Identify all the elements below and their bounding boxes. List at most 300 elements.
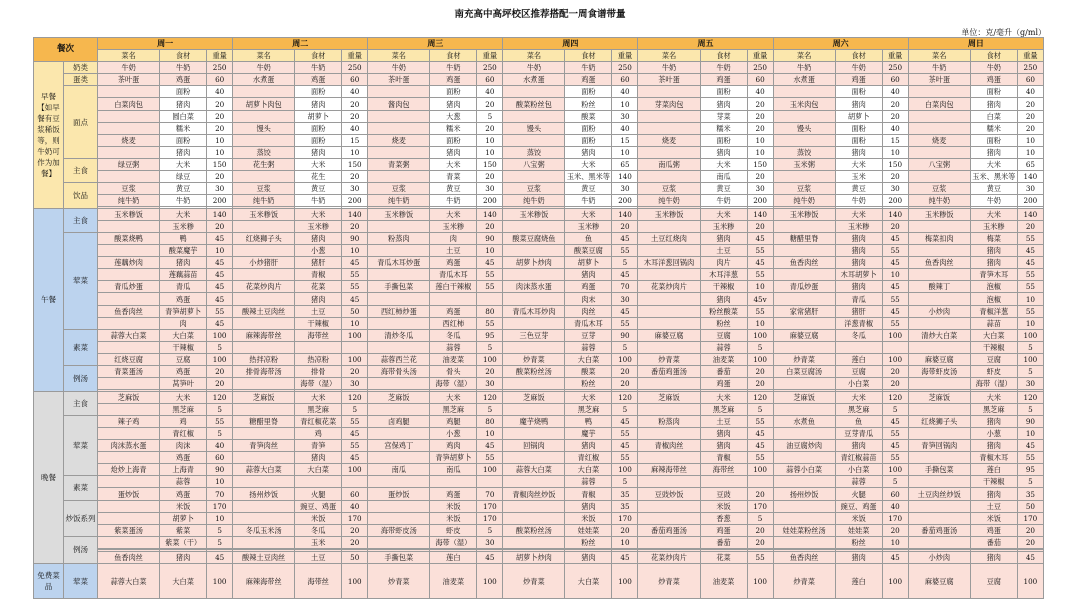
dish-name	[233, 110, 295, 122]
dish-name	[233, 378, 295, 390]
menu-row	[34, 208, 1044, 220]
dish-name	[98, 378, 160, 390]
dish-name: 炒青菜	[503, 353, 565, 365]
dish-name: 青笋回锅肉	[908, 440, 970, 452]
section-label: 素菜	[64, 476, 98, 500]
ingredient: 热凉粉	[295, 353, 342, 365]
weight: 20	[1017, 122, 1043, 134]
dish-name	[638, 245, 700, 257]
dish-name	[908, 476, 970, 488]
ingredient: 鸭	[565, 415, 612, 427]
dish-name	[233, 317, 295, 329]
ingredient: 面粉	[160, 134, 207, 146]
ingredient: 猪肉	[970, 98, 1017, 110]
ingredient: 猪肉	[835, 281, 882, 293]
weight: 10	[747, 281, 773, 293]
menu-row	[34, 428, 1044, 440]
dish-name: 回锅肉	[503, 440, 565, 452]
weight: 5	[1017, 341, 1043, 353]
ingredient: 猪肉	[295, 233, 342, 245]
dish-name: 烧麦	[368, 134, 430, 146]
ingredient: 鸡蛋	[565, 74, 612, 86]
ingredient: 大米	[835, 391, 882, 403]
weight: 55	[342, 440, 368, 452]
weight: 20	[477, 171, 503, 183]
ingredient: 绿豆	[160, 171, 207, 183]
weight: 60	[747, 74, 773, 86]
menu-row	[34, 134, 1044, 146]
ingredient: 紫菜	[160, 524, 207, 536]
sub-header-row	[34, 50, 1044, 62]
weight: 200	[477, 195, 503, 207]
ingredient: 青瓜木耳	[430, 269, 477, 281]
dish-name: 鱼香肉丝	[773, 257, 835, 269]
ingredient: 魔芋	[565, 428, 612, 440]
dish-name: 豆浆	[638, 183, 700, 195]
weight: 45	[882, 281, 908, 293]
weight: 120	[612, 391, 638, 403]
weight: 65	[1017, 158, 1043, 170]
weight: 5	[1017, 366, 1043, 378]
ingredient: 玉米糁	[430, 220, 477, 232]
weight: 100	[342, 353, 368, 365]
dish-name: 玉米糁饭	[773, 208, 835, 220]
ingredient: 青笋木耳	[970, 269, 1017, 281]
dish-name	[233, 428, 295, 440]
weight: 20	[882, 524, 908, 536]
weight: 150	[477, 158, 503, 170]
dish-name: 茶叶蛋	[368, 74, 430, 86]
weight: 140	[1017, 171, 1043, 183]
weight: 55	[747, 245, 773, 257]
ingredient: 猪肉	[565, 551, 612, 563]
ingredient: 胡萝卜	[295, 110, 342, 122]
ingredient: 黄豆	[835, 183, 882, 195]
ingredient: 玉米	[295, 536, 342, 548]
ingredient: 番茄	[700, 366, 747, 378]
ingredient: 土豆	[295, 551, 342, 563]
ingredient: 花菜	[700, 551, 747, 563]
dish-name	[773, 341, 835, 353]
ingredient: 蒜蓉	[160, 476, 207, 488]
ingredient: 猪肉	[970, 440, 1017, 452]
weight: 40	[612, 86, 638, 98]
section-label: 面点	[64, 86, 98, 159]
weight: 60	[207, 452, 233, 464]
ingredient: 青椒木耳	[970, 452, 1017, 464]
weight: 95	[477, 329, 503, 341]
dish-name: 纯牛奶	[908, 195, 970, 207]
ingredient: 黑芝麻	[970, 403, 1017, 415]
ingredient: 干辣椒	[295, 317, 342, 329]
weight: 100	[342, 464, 368, 476]
ingredient: 面粉	[835, 122, 882, 134]
dish-name	[503, 428, 565, 440]
weight: 10	[477, 428, 503, 440]
dish-name	[233, 86, 295, 98]
ingredient: 黄豆	[295, 183, 342, 195]
weight: 45	[207, 233, 233, 245]
dish-name	[773, 403, 835, 415]
dish-name	[368, 378, 430, 390]
ingredient: 猪肉	[835, 551, 882, 563]
ingredient: 大米	[430, 391, 477, 403]
weight: 20	[342, 366, 368, 378]
weight: 40	[1017, 86, 1043, 98]
weight: 15	[612, 134, 638, 146]
ingredient: 牛奶	[970, 62, 1017, 74]
weight: 55	[882, 428, 908, 440]
dish-name: 水煮蛋	[773, 74, 835, 86]
ingredient: 肉沫	[160, 440, 207, 452]
ingredient: 芽菜	[700, 110, 747, 122]
weight: 5	[882, 476, 908, 488]
dish-name	[908, 245, 970, 257]
dish-name	[503, 171, 565, 183]
ingredient: 鸡蛋	[160, 293, 207, 305]
weight: 55	[882, 452, 908, 464]
dish-name	[638, 428, 700, 440]
weight: 170	[612, 512, 638, 524]
dish-name: 胡萝卜肉包	[233, 98, 295, 110]
weight: 90	[477, 233, 503, 245]
dish-name: 烧麦	[908, 134, 970, 146]
dish-name: 玉米糁饭	[908, 208, 970, 220]
dish-name-header: 菜名	[773, 50, 835, 62]
weight: 10	[612, 146, 638, 158]
ingredient	[835, 341, 882, 353]
ingredient: 大米	[700, 208, 747, 220]
ingredient: 玉米	[835, 171, 882, 183]
ingredient: 莲白	[835, 353, 882, 365]
ingredient-header: 食材	[970, 50, 1017, 62]
day-header: 周六	[773, 38, 908, 50]
menu-row	[34, 62, 1044, 74]
weight: 30	[1017, 183, 1043, 195]
dish-name: 胡萝卜炒肉	[503, 551, 565, 563]
weight: 10	[477, 245, 503, 257]
ingredient: 大白菜	[565, 564, 612, 599]
weight: 20	[342, 98, 368, 110]
weight: 250	[207, 62, 233, 74]
dish-name: 青笋肉丝	[233, 440, 295, 452]
weight	[342, 341, 368, 353]
dish-name	[773, 317, 835, 329]
dish-name	[908, 403, 970, 415]
dish-name	[503, 536, 565, 548]
ingredient: 面粉	[700, 86, 747, 98]
menu-row	[34, 269, 1044, 281]
ingredient: 豆芽青瓜	[835, 428, 882, 440]
dish-name: 花菜炒肉片	[638, 551, 700, 563]
menu-row	[34, 122, 1044, 134]
weight: 250	[882, 62, 908, 74]
ingredient: 青红椒蒜苗	[835, 452, 882, 464]
ingredient: 玉米糁	[160, 220, 207, 232]
dish-name: 蒜蓉大白菜	[98, 564, 160, 599]
weight: 120	[1017, 391, 1043, 403]
day-header: 周五	[638, 38, 773, 50]
weight: 10	[207, 476, 233, 488]
weight: 40	[882, 122, 908, 134]
weight: 20	[207, 366, 233, 378]
weight: 30	[612, 110, 638, 122]
menu-row	[34, 524, 1044, 536]
dish-name: 蒜蓉小白菜	[773, 464, 835, 476]
weight: 55	[612, 452, 638, 464]
dish-name	[233, 500, 295, 512]
dish-name	[233, 245, 295, 257]
ingredient: 面粉	[160, 86, 207, 98]
dish-name	[908, 110, 970, 122]
weight: 170	[342, 512, 368, 524]
dish-name: 辣子鸡	[98, 415, 160, 427]
menu-row	[34, 86, 1044, 98]
dish-name	[908, 220, 970, 232]
dish-name	[908, 428, 970, 440]
menu-row	[34, 391, 1044, 403]
ingredient: 牛奶	[295, 195, 342, 207]
weight: 100	[207, 564, 233, 599]
ingredient: 猪肉	[835, 440, 882, 452]
ingredient: 肉	[430, 233, 477, 245]
ingredient: 香葱	[700, 512, 747, 524]
dish-name: 茶叶蛋	[638, 74, 700, 86]
dish-name: 炒青菜	[773, 353, 835, 365]
ingredient: 豆腐	[970, 353, 1017, 365]
ingredient: 猪肉	[835, 245, 882, 257]
ingredient: 大米	[430, 158, 477, 170]
ingredient: 米饭	[160, 500, 207, 512]
ingredient: 梅菜	[970, 233, 1017, 245]
weight: 20	[207, 122, 233, 134]
dish-name	[503, 86, 565, 98]
weight: 120	[342, 391, 368, 403]
weight: 200	[1017, 195, 1043, 207]
ingredient: 鸡蛋	[430, 257, 477, 269]
ingredient: 猪肉	[835, 233, 882, 245]
weight: 60	[207, 74, 233, 86]
menu-table-body	[34, 38, 1044, 599]
weight: 5	[747, 512, 773, 524]
dish-name	[98, 86, 160, 98]
weight: 10	[207, 146, 233, 158]
weight: 10	[342, 317, 368, 329]
ingredient: 糯米	[700, 122, 747, 134]
dish-name	[638, 452, 700, 464]
dish-name	[98, 428, 160, 440]
dish-name	[233, 171, 295, 183]
weight: 100	[207, 329, 233, 341]
weight: 10	[1017, 134, 1043, 146]
dish-name: 白菜肉包	[98, 98, 160, 110]
dish-name	[98, 536, 160, 548]
ingredient: 猪肉	[835, 146, 882, 158]
dish-name	[773, 452, 835, 464]
ingredient: 紫菜（干）	[160, 536, 207, 548]
dish-name	[98, 146, 160, 158]
dish-name	[908, 171, 970, 183]
dish-name: 青菜粥	[368, 158, 430, 170]
dish-name	[368, 341, 430, 353]
ingredient: 玉米糁	[565, 220, 612, 232]
dish-name: 胡萝卜炒肉	[503, 257, 565, 269]
unit-label: 单位：克/毫升（g/ml）	[961, 28, 1046, 37]
weight	[342, 476, 368, 488]
ingredient: 牛奶	[160, 195, 207, 207]
dish-name	[908, 378, 970, 390]
ingredient: 鸡蛋	[430, 74, 477, 86]
dish-name	[233, 403, 295, 415]
ingredient: 粉丝	[700, 317, 747, 329]
ingredient: 鸡蛋	[160, 452, 207, 464]
dish-name: 蛋炒饭	[98, 488, 160, 500]
dish-name: 玉米肉包	[773, 98, 835, 110]
weight-header: 重量	[207, 50, 233, 62]
ingredient: 鸡腿	[430, 415, 477, 427]
dish-name	[98, 110, 160, 122]
ingredient: 小白菜	[835, 378, 882, 390]
menu-row	[34, 415, 1044, 427]
dish-name	[638, 293, 700, 305]
dish-name: 酸辣土豆肉丝	[233, 305, 295, 317]
ingredient: 豆腐	[700, 329, 747, 341]
dish-name	[368, 452, 430, 464]
ingredient: 土豆	[970, 500, 1017, 512]
ingredient: 鸡蛋	[700, 378, 747, 390]
weight: 5	[882, 403, 908, 415]
ingredient: 面粉	[430, 134, 477, 146]
dish-name	[368, 245, 430, 257]
ingredient: 猪肉	[565, 440, 612, 452]
weight: 45	[747, 428, 773, 440]
weight: 45	[207, 281, 233, 293]
weight: 5	[477, 341, 503, 353]
dish-name	[908, 146, 970, 158]
dish-name	[368, 269, 430, 281]
dish-name	[503, 378, 565, 390]
dish-name	[98, 476, 160, 488]
ingredient: 鸡蛋	[565, 281, 612, 293]
ingredient: 粉丝	[565, 378, 612, 390]
dish-name	[638, 220, 700, 232]
dish-name: 水煮蛋	[503, 74, 565, 86]
weight: 200	[342, 195, 368, 207]
weight: 20	[207, 110, 233, 122]
dish-name: 冬瓜玉米汤	[233, 524, 295, 536]
weight: 20	[747, 171, 773, 183]
weight: 45	[612, 305, 638, 317]
weight: 20	[342, 220, 368, 232]
dish-name: 红烧狮子头	[908, 415, 970, 427]
ingredient: 猪肉	[970, 415, 1017, 427]
weight: 45	[882, 233, 908, 245]
weight: 250	[747, 62, 773, 74]
dish-name: 豆浆	[233, 183, 295, 195]
dish-name	[503, 512, 565, 524]
dish-name	[638, 512, 700, 524]
dish-name: 酸菜粉丝汤	[503, 524, 565, 536]
section-label: 例汤	[64, 366, 98, 392]
dish-name	[638, 536, 700, 548]
dish-name: 青瓜炒蛋	[98, 281, 160, 293]
weight: 200	[747, 195, 773, 207]
dish-name: 玉米糁饭	[503, 208, 565, 220]
ingredient: 海带丝	[295, 564, 342, 599]
ingredient: 面粉	[295, 122, 342, 134]
dish-name: 青瓜炒蛋	[773, 281, 835, 293]
ingredient: 黄豆	[565, 183, 612, 195]
dish-name	[638, 341, 700, 353]
dish-name	[908, 317, 970, 329]
weight: 55	[1017, 452, 1043, 464]
ingredient: 莲白	[835, 564, 882, 599]
dish-name: 卤鸡腿	[368, 415, 430, 427]
weight: 10	[1017, 428, 1043, 440]
dish-name	[98, 220, 160, 232]
weight: 10	[882, 536, 908, 548]
menu-row	[34, 74, 1044, 86]
dish-name	[368, 171, 430, 183]
dish-name	[98, 317, 160, 329]
weight-header: 重量	[342, 50, 368, 62]
weight: 55	[612, 245, 638, 257]
weight: 100	[477, 564, 503, 599]
dish-name: 麻辣海带丝	[233, 329, 295, 341]
dish-name	[503, 476, 565, 488]
ingredient: 面粉	[430, 86, 477, 98]
dish-name	[773, 378, 835, 390]
dish-name: 玉米糁饭	[638, 208, 700, 220]
weight: 20	[1017, 536, 1043, 548]
ingredient: 海带丝	[295, 329, 342, 341]
weight: 40	[342, 500, 368, 512]
weight: 45	[747, 233, 773, 245]
dish-name	[503, 134, 565, 146]
ingredient: 土豆	[295, 305, 342, 317]
weight: 10	[207, 134, 233, 146]
ingredient: 酸菜	[565, 366, 612, 378]
ingredient: 鸡蛋	[160, 488, 207, 500]
weight: 170	[477, 500, 503, 512]
weight: 55	[207, 305, 233, 317]
dish-name	[368, 536, 430, 548]
dish-name: 芝麻饭	[98, 391, 160, 403]
dish-name: 炒青菜	[368, 564, 430, 599]
ingredient: 南瓜	[430, 464, 477, 476]
weight: 45	[747, 257, 773, 269]
weight: 10	[1017, 293, 1043, 305]
weight	[477, 293, 503, 305]
ingredient: 肉末	[565, 293, 612, 305]
ingredient: 洋葱青椒	[835, 317, 882, 329]
dish-name	[908, 500, 970, 512]
weight: 140	[1017, 208, 1043, 220]
weight: 10	[477, 134, 503, 146]
weight: 45	[207, 317, 233, 329]
dish-name	[773, 428, 835, 440]
weight: 100	[477, 353, 503, 365]
weight: 55	[747, 269, 773, 281]
ingredient: 猪肉	[295, 146, 342, 158]
weight: 140	[882, 208, 908, 220]
dish-name-header: 菜名	[638, 50, 700, 62]
ingredient: 猪肉	[970, 551, 1017, 563]
dish-name: 鱼香肉丝	[98, 551, 160, 563]
ingredient: 青椒	[295, 269, 342, 281]
dish-name: 南瓜	[368, 464, 430, 476]
weight: 5	[207, 536, 233, 548]
